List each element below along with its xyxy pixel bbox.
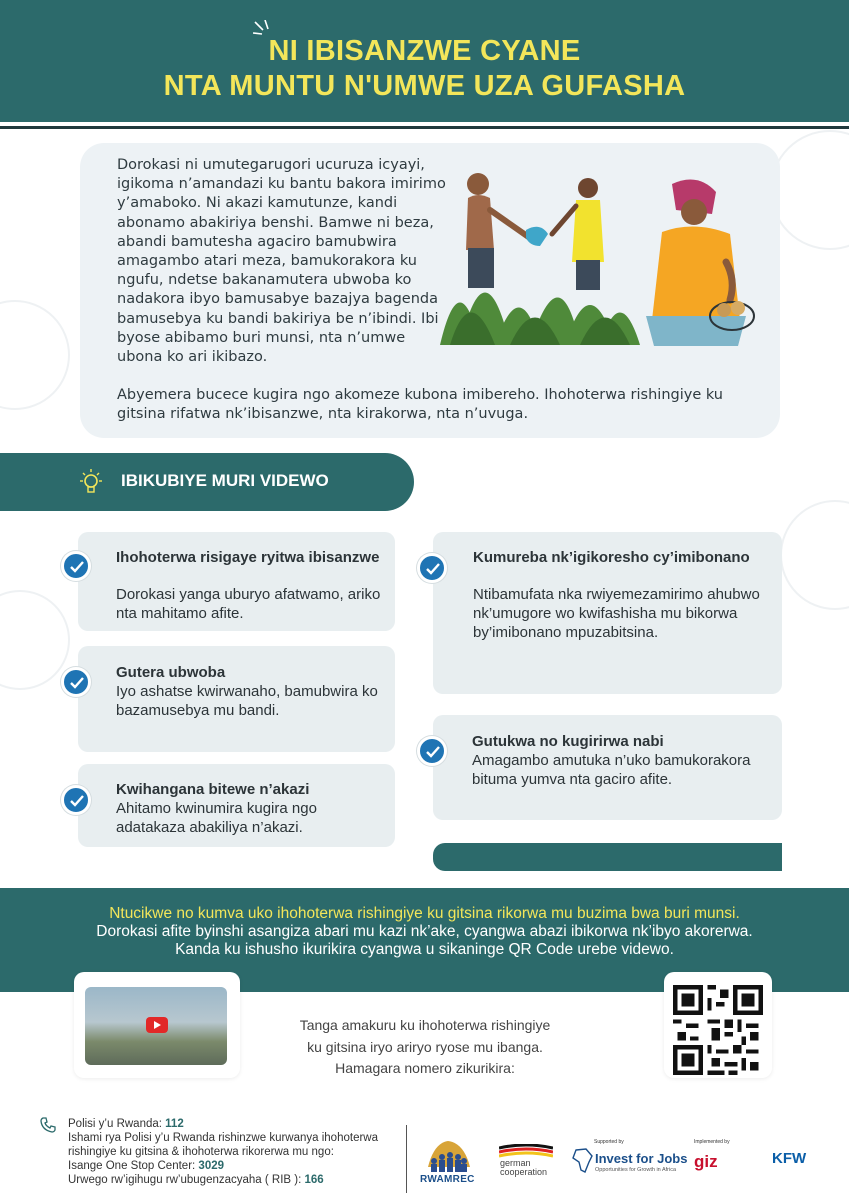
isange-contact (68, 1159, 408, 1173)
card-title: Gutukwa no kugirirwa nabi (472, 733, 664, 750)
check-icon (417, 553, 447, 583)
kfw-logo: KFW (772, 1150, 807, 1167)
card-title: Kumureba nk’igikoresho cy’imibonano (473, 549, 750, 566)
play-icon[interactable] (146, 1017, 168, 1033)
german-label-1: german (500, 1158, 531, 1168)
background-pattern (0, 590, 70, 690)
title-line-1: NI IBISANZWE CYANE (268, 35, 581, 67)
background-pattern (0, 300, 70, 410)
isange-label: Isange One Stop Center: (68, 1160, 199, 1172)
card-body: Ahitamo kwinumira kugira ngo adatakaza abakiliya n’akazi. (116, 800, 317, 836)
background-pattern (780, 500, 849, 610)
lightbulb-icon (78, 468, 104, 496)
card-body: Ntibamufata nka rwiyemezamirimo ahubwo nk’umugore wo kwifashisha mu bikorwa by’imibonano mpuzabitsina. (473, 586, 760, 641)
police-label: Polisi y’u Rwanda: (68, 1118, 166, 1130)
market-illustration (440, 170, 760, 350)
card-body: Iyo ashatse kwirwanaho, bamubwira ko bazamusebya mu bandi. (116, 683, 378, 719)
rib-label: Urwego rw’igihugu rw’ubugenzacyaha ( RIB ): (68, 1174, 305, 1186)
header-divider (0, 126, 849, 129)
check-icon (61, 785, 91, 815)
accent-bar (433, 843, 782, 871)
invest-for-jobs-label: Invest for Jobs (595, 1151, 688, 1166)
page-title (0, 34, 849, 104)
rwamrec-label: RWAMREC (420, 1174, 475, 1185)
implemented-by-label: Implemented by (694, 1139, 730, 1145)
phone-icon (40, 1117, 56, 1133)
card-title: Gutera ubwoba (116, 664, 226, 681)
check-icon (417, 736, 447, 766)
police-contact (68, 1117, 408, 1131)
rib-number: 166 (304, 1174, 324, 1186)
isange-number: 3029 (198, 1160, 225, 1172)
title-line-2: NTA MUNTU N'UMWE UZA GUFASHA (163, 70, 686, 102)
report-line-3: Hamagara nomero zikurikira: (335, 1060, 515, 1076)
check-icon (61, 667, 91, 697)
german-cooperation-logo (499, 1144, 553, 1158)
card-body: Dorokasi yanga uburyo afatwamo, ariko nta mahitamo afite. (116, 586, 381, 622)
giz-logo: giz (694, 1152, 718, 1171)
cta-line-2: Dorokasi afite byinshi asangiza abari mu kazi nk’ake, cyangwa abazi ibikorwa nk’ibyo akorerwa. (96, 923, 753, 940)
cta-line-1: Ntucikwe no kumva uko ihohoterwa rishingiye ku gitsina rikorwa mu buzima bwa buri munsi. (109, 905, 740, 922)
supported-by-label: Supported by (594, 1139, 624, 1145)
report-line-2: ku gitsina iryo ariryo ryose mu ibanga. (307, 1039, 543, 1055)
card-title: Ihohoterwa risigaye ryitwa ibisanzwe (116, 549, 380, 566)
story-paragraph-2: Abyemera bucece kugira ngo akomeze kubona imibereho. Ihohoterwa rishingiye ku gitsina rifatwa nk’ibisanzwe, nta kirakorwa, nta n’uvuga. (117, 387, 723, 423)
qr-code-icon[interactable] (673, 985, 763, 1075)
unit-label: Ishami rya Polisi y’u Rwanda rishinzwe kurwanya ihohoterwa rishingiye ku gitsina & ihohoterwa rikorerwa mu ngo: (68, 1132, 378, 1158)
report-line-1: Tanga amakuru ku ihohoterwa rishingiye (299, 1017, 551, 1033)
cta-line-3: Kanda ku ishusho ikurikira cyangwa u sikaninge QR Code urebe videwo. (175, 941, 674, 958)
police-number: 112 (165, 1118, 184, 1130)
invest-subtitle: Opportunities for Growth in Africa (595, 1167, 677, 1173)
card-body: Amagambo amutuka n’uko bamukorakora bituma yumva nta gaciro afite. (472, 752, 751, 788)
footer-divider (406, 1125, 407, 1193)
story-paragraph-1: Dorokasi ni umutegarugori ucuruza icyayi, igikoma n’amandazi ku bantu bakora imirimo y’amaboko. Ni akazi kamutunze, kandi abonamo abakiriya benshi. Bamwe ni beza, abandi bamutesha agaciro bamubwira amagambo atari meza, bamukorakora ku ngufu, ndetse bakanamutera ubwoba ko nadakora ibyo bamusabye bazajya bagenda bamusebya ku bandi bakiriya be n’ibindi. Ibi byose abibamo buri munsi, nta n’umwe ubona ko ari ikibazo. (117, 157, 446, 366)
rib-contact (68, 1173, 408, 1187)
german-label-2: cooperation (500, 1167, 548, 1177)
background-pattern (770, 130, 849, 250)
check-icon (61, 551, 91, 581)
card-title: Kwihangana bitewe n’akazi (116, 781, 310, 798)
africa-map-icon (572, 1148, 594, 1174)
section-title: IBIKUBIYE MURI VIDEWO (121, 471, 329, 490)
